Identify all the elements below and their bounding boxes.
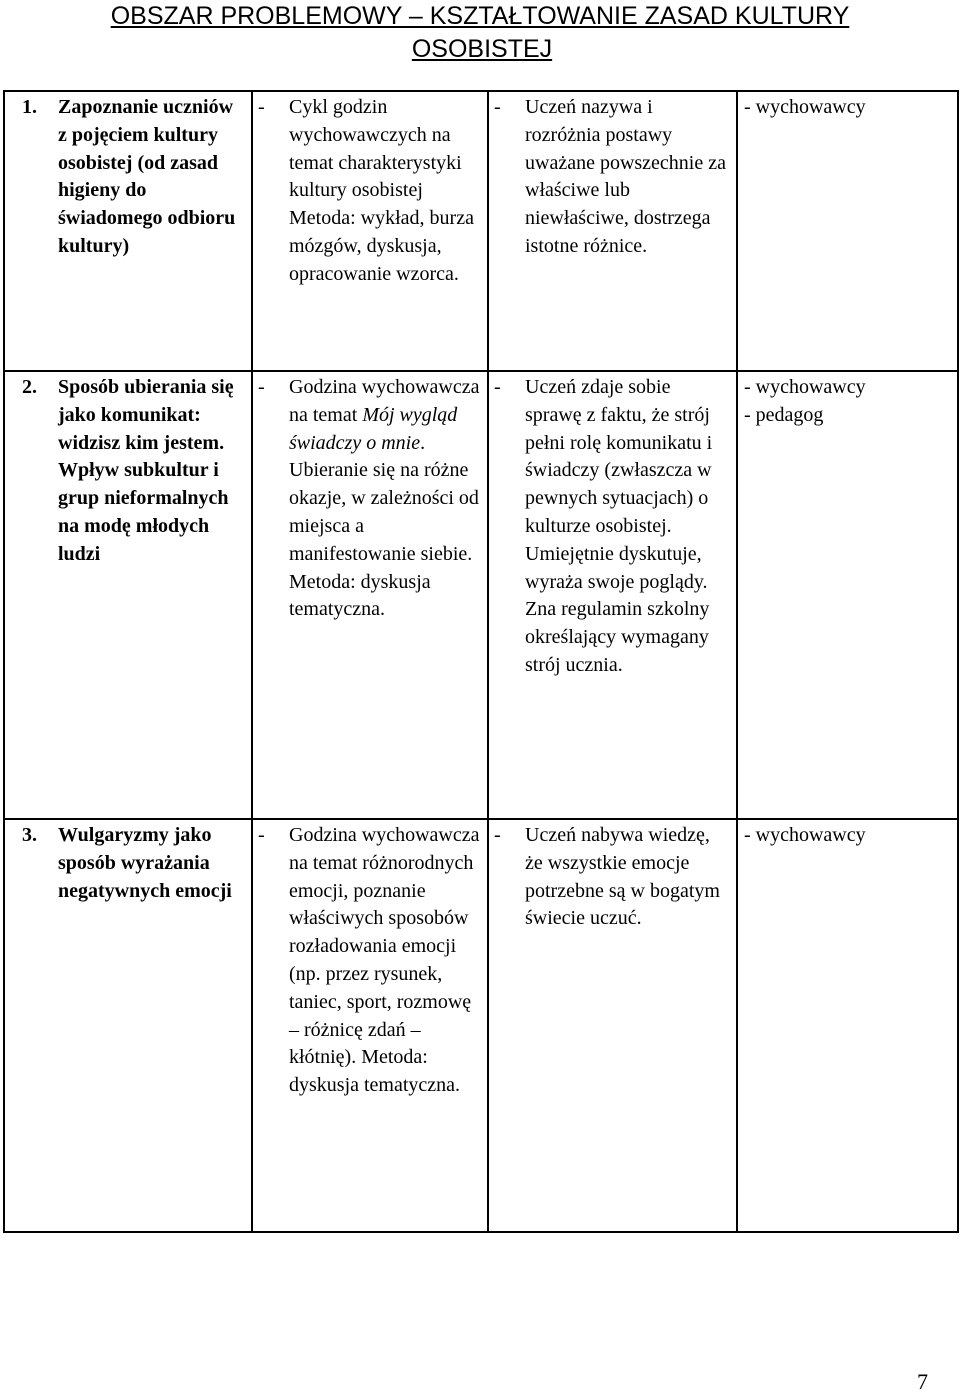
dash-marker: -: [494, 376, 501, 398]
form-item: [253, 820, 487, 1100]
dash-marker: -: [494, 96, 501, 118]
responsible-item: - wychowawcy: [744, 96, 866, 118]
topic: [5, 372, 251, 569]
form-text: Godzina wychowawcza na temat różnorodnych emocji, poznanie właściwych sposobów rozładowania emocji (np. przez rysunek, taniec, sport, rozmowę – różnicę zdań – kłótnię). Metoda: dyskusja tematyczna.: [289, 824, 480, 1097]
outcome-cell: [488, 371, 737, 819]
topic-text: Zapoznanie uczniów z pojęciem kultury osobistej (od zasad higieny do świadomego odbioru kultury): [58, 96, 236, 257]
responsible-list: [738, 372, 957, 430]
responsible-item: - pedagog: [744, 403, 824, 426]
page-title-line-2: OSOBISTEJ: [411, 35, 553, 63]
form-text-italic: Mój wygląd świadczy o mnie: [289, 403, 458, 454]
responsible-item: - wychowawcy: [744, 376, 866, 398]
outcome-text: Uczeń nazywa i rozróżnia postawy uważane powszechnie za właściwe lub niewłaściwe, dostrzega istotne różnice.: [525, 96, 726, 257]
page-title: [0, 0, 960, 66]
form-text-cont: . Ubieranie się na różne okazje, w zależności od miejsca a manifestowanie siebie. Metoda: dyskusja tematyczna.: [289, 431, 479, 621]
dash-marker: -: [258, 376, 265, 398]
topic-cell: [4, 91, 252, 371]
outcome-text: Uczeń nabywa wiedzę, że wszystkie emocje potrzebne są w bogatym świecie uczuć.: [525, 824, 720, 930]
outcome-item: [489, 372, 736, 680]
responsible-list: [738, 820, 957, 850]
topic-number: 1.: [22, 96, 37, 118]
form-cell: [252, 819, 488, 1232]
responsible-item: - wychowawcy: [744, 824, 866, 846]
topic-cell: [4, 819, 252, 1232]
form-cell: [252, 91, 488, 371]
responsible-cell: [737, 91, 958, 371]
outcome-cell: [488, 91, 737, 371]
table-row: [4, 91, 958, 371]
table-row: [4, 371, 958, 819]
dash-marker: -: [494, 824, 501, 846]
form-cell: [252, 371, 488, 819]
form-item: [253, 92, 487, 289]
program-table: [3, 90, 959, 1233]
responsible-cell: [737, 371, 958, 819]
topic-cell: [4, 371, 252, 819]
topic-text: Wulgaryzmy jako sposób wyrażania negatywnych emocji: [58, 824, 232, 902]
page-number: 7: [917, 1369, 928, 1394]
topic: [5, 820, 251, 905]
outcome-cell: [488, 819, 737, 1232]
table-row: [4, 819, 958, 1232]
page-title-line-1: OBSZAR PROBLEMOWY – KSZTAŁTOWANIE ZASAD KULTURY: [110, 2, 850, 30]
form-text: Cykl godzin wychowawczych na temat charakterystyki kultury osobistej Metoda: wykład, burza mózgów, dyskusja, opracowanie wzorca.: [289, 96, 474, 285]
topic-number: 2.: [22, 376, 37, 398]
topic-text: Sposób ubierania się jako komunikat: widzisz kim jestem. Wpływ subkultur i grup nieformalnych na modę młodych ludzi: [58, 376, 234, 565]
topic: [5, 92, 251, 261]
responsible-cell: [737, 819, 958, 1232]
outcome-item: [489, 820, 736, 933]
outcome-text: Uczeń zdaje sobie sprawę z faktu, że strój pełni rolę komunikatu i świadczy (zwłaszcza w pewnych sytuacjach) o kulturze osobistej. Umiejętnie dyskutuje, wyraża swoje poglądy. Zna regulamin szkolny określający wymagany strój ucznia.: [525, 376, 713, 676]
dash-marker: -: [258, 824, 265, 846]
topic-number: 3.: [22, 824, 37, 846]
responsible-list: [738, 92, 957, 122]
outcome-item: [489, 92, 736, 261]
dash-marker: -: [258, 96, 265, 118]
form-item: [253, 372, 487, 624]
form-text: Godzina wychowawcza na temat: [289, 376, 480, 426]
